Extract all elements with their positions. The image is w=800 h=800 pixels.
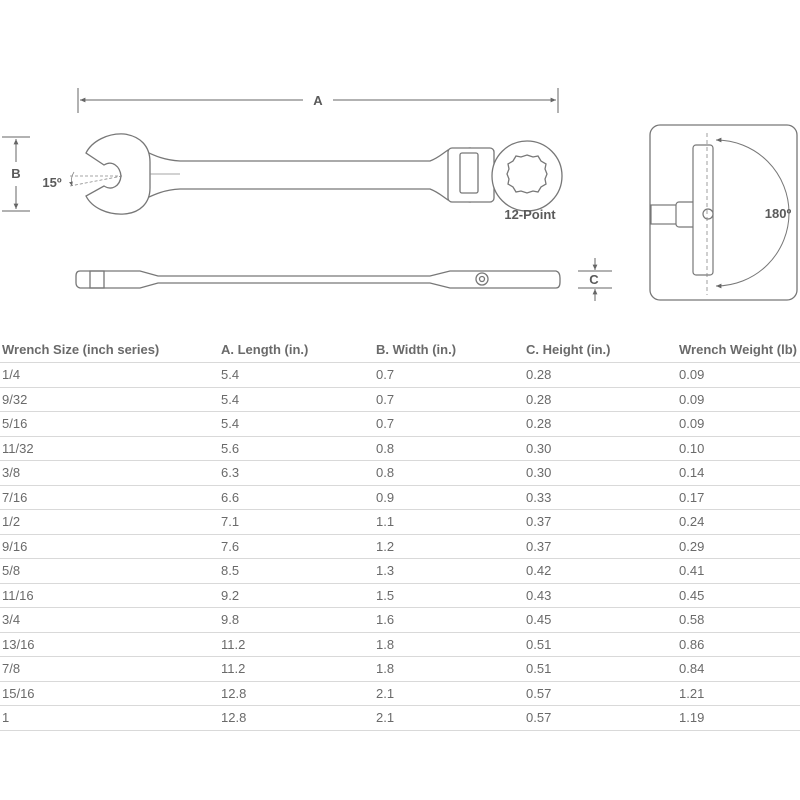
cell-height: 0.42 (524, 559, 677, 584)
cell-height: 0.28 (524, 363, 677, 388)
table-row (0, 559, 800, 584)
cell-weight: 0.41 (677, 559, 800, 584)
table-row (0, 706, 800, 731)
cell-length: 8.5 (219, 559, 374, 584)
cell-weight: 1.19 (677, 706, 800, 731)
cell-wrench-size: 7/16 (0, 485, 219, 510)
table-row (0, 534, 800, 559)
table-header-row (0, 337, 800, 363)
cell-weight: 0.45 (677, 583, 800, 608)
cell-weight: 0.24 (677, 510, 800, 535)
spec-table (0, 337, 800, 731)
cell-width: 2.1 (374, 706, 524, 731)
wrench-side-view (76, 271, 560, 288)
dimension-a-label: A (313, 93, 323, 108)
cell-width: 1.8 (374, 657, 524, 682)
table-row (0, 387, 800, 412)
table-row (0, 363, 800, 388)
cell-width: 0.9 (374, 485, 524, 510)
cell-length: 12.8 (219, 706, 374, 731)
cell-length: 7.6 (219, 534, 374, 559)
cell-wrench-size: 15/16 (0, 681, 219, 706)
cell-wrench-size: 7/8 (0, 657, 219, 682)
table-row (0, 608, 800, 633)
cell-width: 1.2 (374, 534, 524, 559)
cell-weight: 0.58 (677, 608, 800, 633)
cell-height: 0.28 (524, 412, 677, 437)
table-row (0, 632, 800, 657)
cell-width: 1.6 (374, 608, 524, 633)
table-row (0, 485, 800, 510)
cell-width: 0.7 (374, 363, 524, 388)
cell-wrench-size: 5/8 (0, 559, 219, 584)
cell-weight: 0.14 (677, 461, 800, 486)
dimension-c-label: C (589, 272, 599, 287)
cell-weight: 0.84 (677, 657, 800, 682)
table-row (0, 681, 800, 706)
cell-height: 0.28 (524, 387, 677, 412)
cell-weight: 0.10 (677, 436, 800, 461)
cell-height: 0.51 (524, 657, 677, 682)
cell-length: 12.8 (219, 681, 374, 706)
cell-width: 2.1 (374, 681, 524, 706)
header-weight: Wrench Weight (lb) (677, 337, 800, 363)
cell-wrench-size: 5/16 (0, 412, 219, 437)
angle-label: 15º (42, 175, 62, 190)
cell-wrench-size: 3/4 (0, 608, 219, 633)
cell-length: 11.2 (219, 657, 374, 682)
cell-wrench-size: 1 (0, 706, 219, 731)
angle-indicator (70, 172, 122, 186)
cell-height: 0.43 (524, 583, 677, 608)
table-row (0, 657, 800, 682)
twelve-point-label: 12-Point (504, 207, 556, 222)
cell-height: 0.30 (524, 461, 677, 486)
wrench-diagram (0, 0, 800, 320)
cell-length: 5.4 (219, 387, 374, 412)
cell-length: 5.6 (219, 436, 374, 461)
cell-height: 0.57 (524, 681, 677, 706)
cell-width: 0.8 (374, 461, 524, 486)
cell-length: 6.3 (219, 461, 374, 486)
cell-height: 0.33 (524, 485, 677, 510)
cell-weight: 0.09 (677, 363, 800, 388)
cell-height: 0.57 (524, 706, 677, 731)
cell-width: 1.1 (374, 510, 524, 535)
cell-length: 9.8 (219, 608, 374, 633)
cell-weight: 0.86 (677, 632, 800, 657)
flex-angle-label: 180º (764, 206, 792, 221)
header-height: C. Height (in.) (524, 337, 677, 363)
cell-length: 9.2 (219, 583, 374, 608)
cell-height: 0.37 (524, 510, 677, 535)
header-width: B. Width (in.) (374, 337, 524, 363)
table-row (0, 412, 800, 437)
cell-width: 0.7 (374, 412, 524, 437)
cell-wrench-size: 9/32 (0, 387, 219, 412)
cell-wrench-size: 11/32 (0, 436, 219, 461)
header-length: A. Length (in.) (219, 337, 374, 363)
table-body (0, 363, 800, 731)
cell-wrench-size: 1/2 (0, 510, 219, 535)
table-row (0, 461, 800, 486)
dimension-b-label: B (11, 166, 21, 181)
cell-length: 5.4 (219, 363, 374, 388)
header-wrench-size: Wrench Size (inch series) (0, 337, 219, 363)
table-row (0, 436, 800, 461)
cell-wrench-size: 11/16 (0, 583, 219, 608)
cell-width: 1.3 (374, 559, 524, 584)
cell-width: 1.5 (374, 583, 524, 608)
cell-height: 0.30 (524, 436, 677, 461)
table-row (0, 583, 800, 608)
cell-wrench-size: 13/16 (0, 632, 219, 657)
cell-wrench-size: 3/8 (0, 461, 219, 486)
cell-height: 0.51 (524, 632, 677, 657)
cell-length: 5.4 (219, 412, 374, 437)
cell-weight: 0.09 (677, 412, 800, 437)
cell-weight: 0.17 (677, 485, 800, 510)
cell-weight: 1.21 (677, 681, 800, 706)
cell-weight: 0.09 (677, 387, 800, 412)
cell-height: 0.37 (524, 534, 677, 559)
table-row (0, 510, 800, 535)
cell-height: 0.45 (524, 608, 677, 633)
cell-width: 0.7 (374, 387, 524, 412)
cell-width: 0.8 (374, 436, 524, 461)
cell-length: 7.1 (219, 510, 374, 535)
cell-length: 6.6 (219, 485, 374, 510)
cell-weight: 0.29 (677, 534, 800, 559)
cell-wrench-size: 1/4 (0, 363, 219, 388)
cell-length: 11.2 (219, 632, 374, 657)
cell-width: 1.8 (374, 632, 524, 657)
cell-wrench-size: 9/16 (0, 534, 219, 559)
